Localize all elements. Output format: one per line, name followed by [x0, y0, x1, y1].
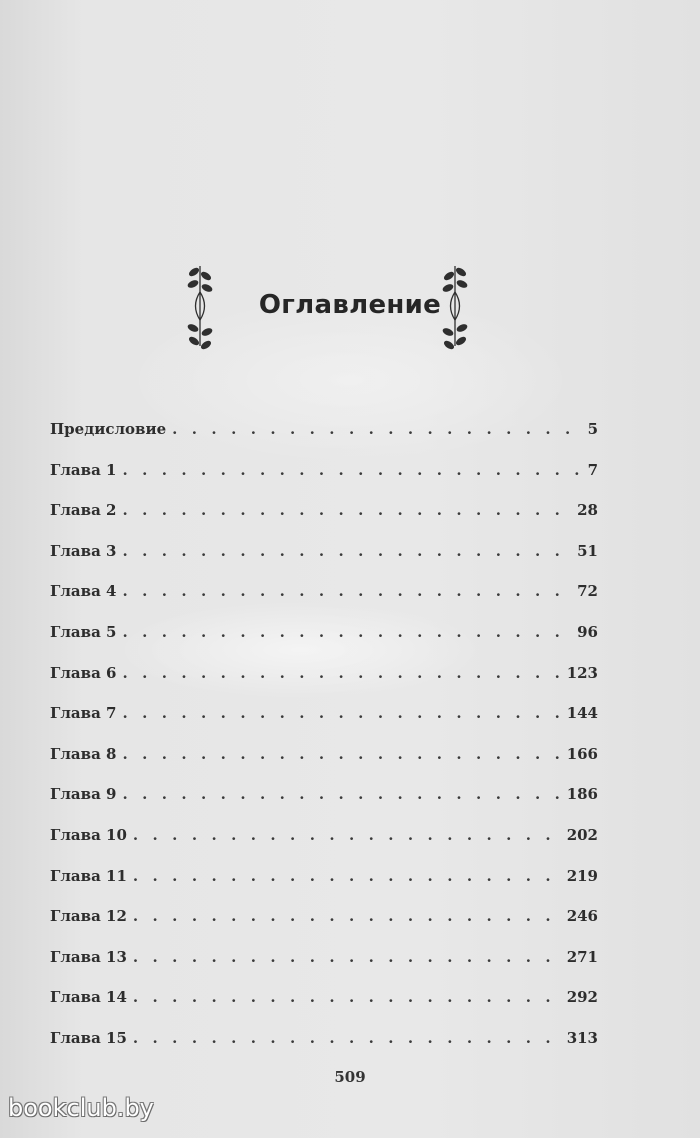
- dot-leader: [122, 785, 560, 803]
- toc-entry[interactable]: [50, 826, 598, 867]
- dot-leader: [172, 420, 581, 438]
- toc-entry-label: Глава 12: [50, 907, 127, 926]
- toc-entry[interactable]: [50, 542, 598, 583]
- toc-entry-page: 219: [566, 866, 598, 885]
- toc-entry[interactable]: [50, 1029, 598, 1070]
- toc-entry-page: 246: [566, 907, 598, 926]
- toc-entry[interactable]: [50, 785, 598, 826]
- toc-entry[interactable]: [50, 461, 598, 502]
- dot-leader: [122, 582, 571, 600]
- dot-leader: [122, 704, 560, 722]
- toc-entry-label: Глава 5: [50, 622, 117, 641]
- toc-entry-page: 186: [566, 785, 598, 804]
- toc-entry[interactable]: [50, 704, 598, 745]
- toc-entry-page: 5: [587, 420, 598, 438]
- page-title: Оглавление: [258, 290, 442, 320]
- toc-header: [0, 262, 700, 350]
- toc-entry-label: Глава 4: [50, 582, 117, 601]
- toc-entry-page: 96: [577, 622, 598, 641]
- leaf-sprig-icon: [438, 262, 472, 350]
- toc-entry-page: 72: [577, 582, 598, 601]
- toc-entry-page: 123: [566, 663, 598, 682]
- toc-entry-label: Глава 2: [50, 501, 117, 520]
- toc-entry-label: Глава 15: [50, 1028, 127, 1047]
- toc-entry[interactable]: [50, 420, 598, 461]
- toc-entry-label: Глава 14: [50, 988, 127, 1007]
- toc-entry[interactable]: [50, 582, 598, 623]
- toc-entry[interactable]: [50, 664, 598, 705]
- toc-entry-page: 166: [566, 744, 598, 763]
- dot-leader: [133, 907, 561, 925]
- toc-entry-page: 313: [566, 1028, 598, 1047]
- toc-entry-label: Глава 3: [50, 541, 117, 560]
- toc-entry-label: Глава 1: [50, 460, 117, 479]
- toc-entry[interactable]: [50, 867, 598, 908]
- toc-entry-page: 51: [577, 541, 598, 560]
- toc-entry-label: Глава 8: [50, 744, 117, 763]
- dot-leader: [122, 664, 560, 682]
- toc-entry[interactable]: [50, 907, 598, 948]
- dot-leader: [133, 826, 561, 844]
- toc-entry-label: Предисловие: [50, 420, 167, 438]
- toc-entry-label: Глава 6: [50, 663, 117, 682]
- toc-entry[interactable]: [50, 988, 598, 1029]
- toc-entry-page: 292: [566, 988, 598, 1007]
- toc-entry[interactable]: [50, 623, 598, 664]
- toc-entry-label: Глава 7: [50, 704, 117, 723]
- toc-entry-label: Глава 11: [50, 866, 127, 885]
- dot-leader: [122, 623, 571, 641]
- toc-entry-page: 28: [577, 501, 598, 520]
- dot-leader: [133, 948, 561, 966]
- toc-entry-page: 271: [566, 947, 598, 966]
- dot-leader: [122, 461, 581, 479]
- toc-entry-page: 7: [587, 460, 598, 479]
- toc-entry-label: Глава 13: [50, 947, 127, 966]
- toc-entry-page: 144: [566, 704, 598, 723]
- dot-leader: [133, 867, 561, 885]
- toc-entry[interactable]: [50, 745, 598, 786]
- toc-entry-label: Глава 9: [50, 785, 117, 804]
- dot-leader: [122, 501, 571, 519]
- toc-entry[interactable]: [50, 948, 598, 989]
- toc-entry-label: Глава 10: [50, 825, 127, 844]
- page-number: 509: [334, 1068, 366, 1086]
- dot-leader: [122, 542, 571, 560]
- dot-leader: [122, 745, 560, 763]
- watermark: bookclub.by: [8, 1094, 154, 1122]
- dot-leader: [133, 1029, 561, 1047]
- toc-entry-page: 202: [566, 825, 598, 844]
- dot-leader: [133, 988, 561, 1006]
- toc-entry[interactable]: [50, 501, 598, 542]
- table-of-contents: [50, 420, 598, 1070]
